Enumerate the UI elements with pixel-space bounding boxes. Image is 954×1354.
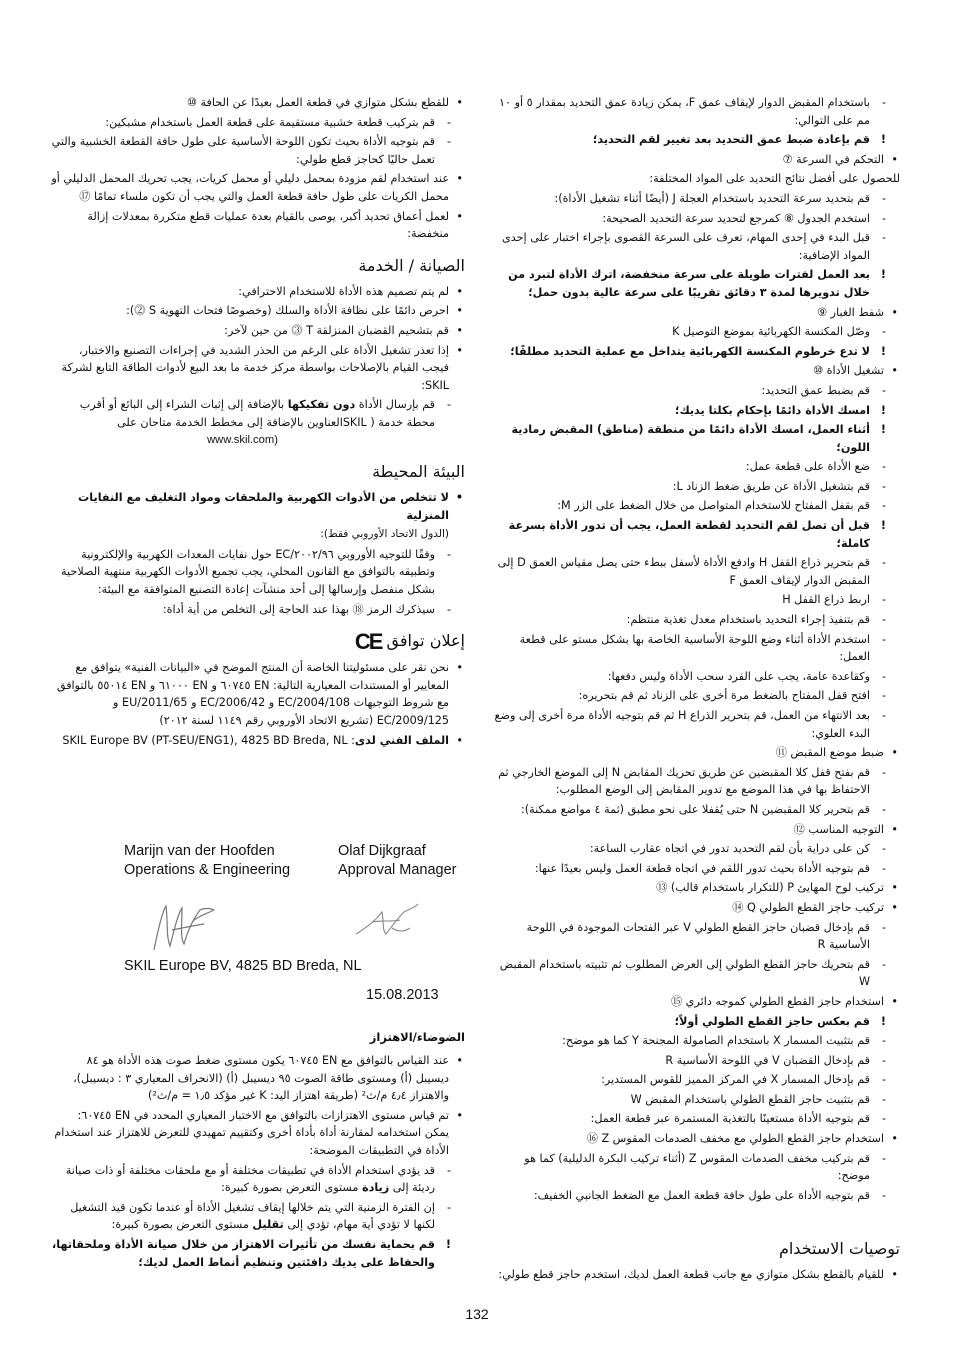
warning-item: ! قم بإعادة ضبط عمق التحديد بعد تغيير لقم التحديد؛ [490, 131, 900, 149]
list-item: • للقيام بالقطع بشكل متوازي مع جانب قطعة العمل لديك، استخدم حاجز قطع طولي: [490, 1266, 900, 1284]
list-item: - وكقاعدة عامة، يجب على الفرد سحب الأداة وليس دفعها: [490, 668, 900, 686]
list-item: - استخدم الجدول ⑧ كمرجع لتحديد سرعة التحديد الصحيحة: [490, 210, 900, 228]
list-item: • تركيب لوح المهايئ P (للتكرار باستخدام قالب) ⑬ [490, 879, 900, 897]
paragraph: للحصول على أفضل نتائج التحديد على المواد المختلفة: [649, 172, 900, 186]
handwritten-signature-2 [352, 898, 422, 944]
list-item: - وفقًا للتوجيه الأوروبي ٢٠٠٢/٩٦/EC حول نفايات المعدات الكهربية والإلكترونية وتطبيقه بالتوافق مع القانون المحلي، يجب تجميع الأدوات الكهربية منتهية الصلاحية بشكل منفصل وإرسالها إلى أحد منشآت إعادة التصنيع المتوافقة مع البيئة: [50, 546, 465, 599]
list-item: - قم بتنفيذ إجراء التحديد باستخدام معدل تغذية منتظم: [490, 611, 900, 629]
section-heading-environment: البيئة المحيطة [372, 462, 465, 482]
warning-item: ! لا تدع خرطوم المكنسة الكهربائية يتداخل مع عملية التحديد مطلقًا؛ [490, 343, 900, 361]
list-item: • عند استخدام لقم مزودة بمحمل دليلي أو محمل كريات، يجب تحريك المحمل الدليلي أو محمل الكريات على طول حافة قطعة العمل والتي يجب أن تكون ملساء تمامًا ⑰ [50, 170, 465, 205]
list-item: - قم بتثبيت المسمار X باستخدام الصامولة المجنحة Y كما هو موضح: [490, 1032, 900, 1050]
signatory-title: Approval Manager [338, 862, 457, 878]
signatory-title: Operations & Engineering [124, 862, 291, 878]
text: مستوى التعرض بصورة كبيرة: [111, 1218, 253, 1232]
company-address: SKIL Europe BV, 4825 BD Breda, NL [124, 958, 362, 974]
text-bold: زيادة [361, 1181, 390, 1195]
warning-item: ! قم بحماية نفسك من تأثيرات الاهتزاز من خلال صيانة الأداة وملحقاتها، والحفاظ على يديك دافئتين وتنظيم أنماط العمل لديك؛ [50, 1236, 465, 1271]
list-item: - قم بتثبيت حاجز القطع الطولي باستخدام المقبض W [490, 1091, 900, 1109]
text: بالإضافة إلى إثبات الشراء إلى البائع أو أقرب محطة خدمة ( SKILالعناوين بالإضافة إلى مخطط الخدمة متاحان على [79, 398, 435, 429]
list-item: - قم بتوجيه الأداة على طول حافة قطعة العمل مع الضغط الجانبي الخفيف: [490, 1187, 900, 1205]
list-item: • لا تتخلص من الأدوات الكهربية والملحقات ومواد التغليف مع النفايات المنزلية [50, 489, 465, 524]
list-item: - قم بتركيب مخفف الصدمات المقوس Z (أثناء تركيب البكرة الدليلية) كما هو موضح: [490, 1150, 900, 1185]
left-column [50, 94, 465, 751]
list-item: • تركيب حاجز القطع الطولي Q ⑭ [490, 899, 900, 917]
list-item: • استخدام حاجز القطع الطولي مع مخفف الصدمات المقوس Z ⑯ [490, 1130, 900, 1148]
list-item: • إذا تعذر تشغيل الأداة على الرغم من الحذر الشديد في إجراءات التصنيع والاختبار، فيجب القيام بالإصلاحات بواسطة مركز خدمة ما بعد البيع لأدوات الطاقة التابع لشركة SKIL: [50, 342, 465, 395]
text-bold: تقليل [252, 1218, 284, 1232]
list-item [50, 396, 465, 449]
text: قد يؤدي استخدام الأداة في تطبيقات مختلفة أو مع ملحقات مختلفة أو ذات صيانة رديئة إلى [65, 1163, 435, 1195]
list-item: • تم قياس مستوى الاهتزازات بالتوافق مع الاختبار المعياري المحدد في EN ٦٠٧٤٥: يمكن استخدامه لمقارنة أداة بأداة أخرى وكتقييم تمهيدي للتعرض للاهتزاز عند استخدام الأداة في التطبيقات الموضحة: [50, 1107, 465, 1160]
list-item [50, 1199, 465, 1234]
list-item: - قم بإدخال القضبان V في اللوحة الأساسية R [490, 1052, 900, 1070]
list-item: - اربط ذراع القفل H [490, 591, 900, 609]
warning-item: ! بعد العمل لفترات طويلة على سرعة منخفضة، اترك الأداة لتبرد من خلال تدويرها لمدة ٣ دقائق تقريبًا على سرعة عالية بدون حمل؛ [490, 266, 900, 301]
handwritten-signature-1 [148, 900, 218, 956]
declaration-date: 15.08.2013 [366, 987, 439, 1003]
list-item: - قم بإدخال المسمار X في المركز المميز للقوس المستدير: [490, 1071, 900, 1089]
list-item: - قم بتحرير كلا المقبضين N حتى يُقفلا على نحو مطبق (ثمة ٤ مواضع ممكنة): [490, 801, 900, 819]
list-item: • عند القياس بالتوافق مع EN ٦٠٧٤٥ يكون مستوى ضغط صوت هذه الأداة هو ٨٤ ديسيبل (أ) ومستوى طاقة الصوت ٩٥ ديسيبل (أ) (الانحراف المعياري ٣ : ديسيبل)، والاهتزاز ٤٫٤ م/ث² (طريقة اهتزاز اليد: K غير مؤكد ١٫٥ = م/ث²) [50, 1052, 465, 1105]
list-item: - قم بتوجيه الأداة بحيث تدور اللقم في اتجاه قطعة العمل وليس بعيدًا عنها: [490, 860, 900, 878]
list-item: - قم بتحديد سرعة التحديد باستخدام العجلة J (أيضًا أثناء تشغيل الأداة): [490, 190, 900, 208]
list-item: • التوجيه المناسب ⑫ [490, 821, 900, 839]
list-item: - قم بضبط عمق التحديد: [490, 382, 900, 400]
text: مستوى التعرض بصورة كبيرة: [221, 1181, 362, 1195]
list-item: • استخدام حاجز القطع الطولي كموجه دائري ⑮ [490, 993, 900, 1011]
list-item: • لم يتم تصميم هذه الأداة للاستخدام الاحترافي: [50, 283, 465, 301]
list-item: • لعمل أعماق تحديد أكبر، يوصى بالقيام بعدة عمليات قطع متكررة بمعدلات إزالة منخفضة: [50, 208, 465, 243]
signatory-2 [338, 842, 457, 880]
text-bold: الملف الفني لدى [354, 733, 449, 747]
list-item: - قم بتركيب قطعة خشبية مستقيمة على قطعة العمل باستخدام مشبكين: [50, 114, 465, 132]
list-item: - قم بتوجيه الأداة مستعينًا بالتغذية المستمرة عبر قطعة العمل: [490, 1110, 900, 1128]
warning-item: ! امسك الأداة دائمًا بإحكام بكلتا يديك؛ [490, 402, 900, 420]
text: : SKIL Europe BV (PT-SEU/ENG1), 4825 BD Breda, NL [62, 733, 355, 747]
list-item: - باستخدام المقبض الدوار لإيقاف عمق F، يمكن زيادة عمق التحديد بمقدار ٥ أو ١٠ مم على التوالي: [490, 94, 900, 129]
warning-item: ! أثناء العمل، امسك الأداة دائمًا من منطقة (مناطق) المقبض رمادية اللون؛ [490, 421, 900, 456]
list-item: - قم بإدخال قضبان حاجز القطع الطولي V عبر الفتحات الموجودة في اللوحة الأساسية R [490, 919, 900, 954]
paragraph: (الدول الاتحاد الأوروبي فقط): [320, 528, 449, 541]
right-column [490, 94, 900, 1286]
list-item: - افتح قفل المفتاح بالضغط مرة أخرى على الزناد ثم قم بتحريره: [490, 687, 900, 705]
declaration-title: إعلان توافق [386, 631, 465, 651]
list-item: • للقطع بشكل متوازي في قطعة العمل بعيدًا عن الحافة ⑩ [50, 94, 465, 112]
text-bold: دون تفكيكها [287, 398, 356, 412]
list-item: - قم بتحريك حاجز القطع الطولي إلى العرض المطلوب ثم تثبيته باستخدام المقبض W [490, 956, 900, 991]
list-item [50, 732, 465, 750]
list-item: - قم بتوجيه الأداة بحيث تكون اللوحة الأساسية على طول حافة القطعة الخشبية والتي تعمل حاليًا كحاجز قطع طولي: [50, 133, 465, 168]
warning-item: ! قم بعكس حاجز القطع الطولي أولاً؛ [490, 1013, 900, 1031]
list-item [50, 1162, 465, 1197]
list-item: • شفط الغبار ⑨ [490, 304, 900, 322]
signatory-1 [124, 842, 290, 880]
section-heading-noise: الضوضاء/الاهتزاز [369, 1030, 465, 1044]
list-item: • نحن نقر على مسئوليتنا الخاصة أن المنتج الموضح في «البيانات الفنية» يتوافق مع المعايير أو المستندات المعيارية التالية: EN ٦٠٧٤٥ و EN ٦١٠٠٠ و EN ٥٥٠١٤ بالتوافق مع شروط التوجيهات 2004/108/EC و 2006/42/EC و 2011/65/EU و 2009/125/EC (تشريع الاتحاد الأوروبي رقم ١١٤٩ لسنة ٢٠١٢) [50, 659, 465, 729]
list-item: • ضبط موضع المقبض ⑪ [490, 744, 900, 762]
text: إن الفترة الزمنية التي يتم خلالها إيقاف تشغيل الأداة أو عندما تكون قيد التشغيل لكنها لا تؤدي أية مهام، تؤدي إلى [70, 1200, 435, 1232]
list-item: - بعد الانتهاء من العمل، قم بتحرير الذراع H ثم قم بتوجيه الأداة مرة أخرى إلى وضع البدء العلوي: [490, 707, 900, 742]
list-item: - استخدم الأداة أثناء وضع اللوحة الأساسية الخاصة بها بشكل مستو على قطعة العمل: [490, 631, 900, 666]
list-item: • التحكم في السرعة ⑦ [490, 151, 900, 169]
signatory-name: Marijn van der Hoofden [124, 843, 275, 859]
page-number: 132 [465, 1306, 489, 1322]
list-item: - كن على دراية بأن لقم التحديد تدور في اتجاه عقارب الساعة: [490, 840, 900, 858]
list-item: - قم بفتح قفل كلا المقبضين عن طريق تحريك المقابض N إلى الموضع الخارجي ثم الاحتفاظ بها في هذا الموضع مع تدوير المقابض إلى الوضع المطلوب: [490, 764, 900, 799]
warning-item: ! قبل أن تصل لقم التحديد لقطعة العمل، يجب أن تدور الأداة بسرعة كاملة؛ [490, 517, 900, 552]
list-item: - وصّل المكنسة الكهربائية بموضع التوصيل K [490, 323, 900, 341]
list-item: - سيذكرك الرمز ⑱ بهذا عند الحاجة إلى التخلص من أية أداة: [50, 601, 465, 619]
list-item: - قبل البدء في إحدى المهام، تعرف على السرعة القصوى بإجراء اختبار على إحدى المواد الإضافية: [490, 229, 900, 264]
website-link: www.skil.com) [207, 433, 278, 446]
list-item: - قم بقفل المفتاح للاستخدام المتواصل من خلال الضغط على الزر M: [490, 497, 900, 515]
noise-vibration-section [50, 1026, 465, 1273]
section-heading-service: الصيانة / الخدمة [358, 255, 465, 275]
list-item: - قم بتحرير ذراع القفل H وادفع الأداة لأسفل ببطء حتى يصل مقياس العمق D إلى المقبض الدوار لإيقاف العمق F [490, 554, 900, 589]
section-heading-declaration [50, 630, 465, 653]
text: قم بإرسال الأداة [355, 398, 435, 412]
section-heading-usage-tips: توصيات الاستخدام [778, 1239, 900, 1259]
list-item: - ضع الأداة على قطعة عمل: [490, 458, 900, 476]
list-item: • قم بتشحيم القضبان المنزلقة T ⓷ من حين لآخر: [50, 322, 465, 340]
ce-mark-icon: CE [354, 629, 382, 655]
signatory-name: Olaf Dijkgraaf [338, 843, 426, 859]
list-item: • تشغيل الأداة ⑩ [490, 362, 900, 380]
list-item: - قم بتشغيل الأداة عن طريق ضغط الزناد L: [490, 478, 900, 496]
list-item: • احرص دائمًا على نظافة الأداة والسلك (وخصوصًا فتحات التهوية S ⓶): [50, 302, 465, 320]
